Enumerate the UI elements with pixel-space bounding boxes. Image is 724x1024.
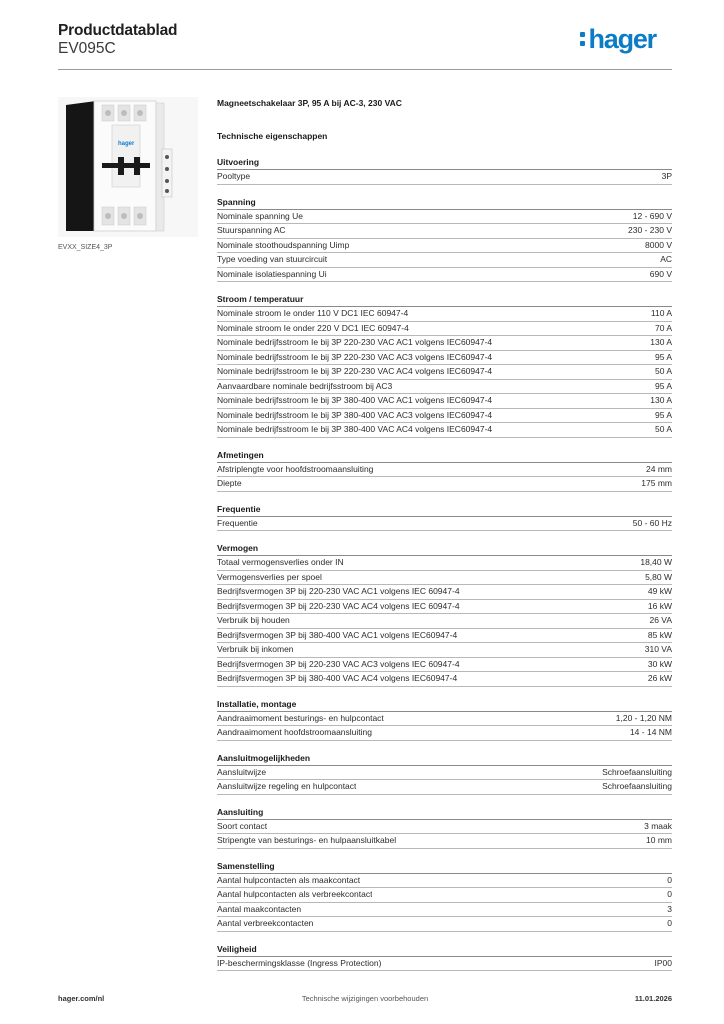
spec-section	[217, 293, 672, 438]
spec-value: 1,20 - 1,20 NM	[615, 712, 672, 723]
spec-label: Bedrijfsvermogen 3P bij 220-230 VAC AC3 volgens IEC 60947-4	[217, 658, 460, 669]
spec-label: Nominale bedrijfsstroom Ie bij 3P 380-400 VAC AC3 volgens IEC60947-4	[217, 409, 493, 420]
spec-value: 0	[667, 874, 672, 885]
spec-value: 26 VA	[649, 615, 672, 625]
spec-value: 12 - 690 V	[632, 210, 672, 221]
spec-row	[217, 170, 672, 185]
spec-value: 95 A	[654, 351, 672, 362]
spec-row	[217, 322, 672, 337]
spec-value: 18,40 W	[640, 557, 672, 567]
spec-row	[217, 712, 672, 727]
footer-disclaimer: Technische wijzigingen voorbehouden	[301, 994, 429, 1003]
section-title: Vermogen	[217, 542, 672, 556]
spec-value: IP00	[654, 957, 672, 968]
spec-row	[217, 351, 672, 366]
spec-row	[217, 834, 672, 849]
spec-label: Pooltype	[217, 171, 251, 181]
spec-label: Aantal maakcontacten	[217, 903, 302, 914]
spec-value: 5,80 W	[645, 571, 672, 582]
spec-label: Verbruik bij houden	[217, 615, 290, 625]
spec-label: Nominale isolatiespanning Ui	[217, 268, 327, 279]
spec-value: 50 A	[654, 424, 672, 434]
page-footer	[58, 994, 672, 1008]
spec-row	[217, 820, 672, 835]
page-header	[58, 22, 672, 70]
spec-value: 70 A	[654, 322, 672, 333]
spec-value: Schroefaansluiting	[602, 766, 672, 777]
product-image	[58, 97, 198, 237]
spec-row	[217, 307, 672, 322]
spec-label: Bedrijfsvermogen 3P bij 220-230 VAC AC4 volgens IEC 60947-4	[217, 600, 460, 611]
spec-label: Stripengte van besturings- en hulpaansluitkabel	[217, 835, 397, 845]
spec-row	[217, 614, 672, 629]
spec-value: AC	[660, 254, 672, 264]
spec-section	[217, 943, 672, 972]
spec-section	[217, 449, 672, 492]
spec-label: Aantal hulpcontacten als maakcontact	[217, 874, 361, 885]
spec-row	[217, 917, 672, 932]
svg-text:hager: hager	[118, 141, 135, 147]
spec-row	[217, 888, 672, 903]
spec-value: 85 kW	[647, 629, 672, 640]
spec-section	[217, 156, 672, 185]
spec-label: Nominale stroom Ie onder 110 V DC1 IEC 60947-4	[217, 308, 409, 318]
spec-value: 24 mm	[646, 463, 672, 474]
technical-specifications	[217, 97, 672, 971]
spec-value: 3 maak	[644, 820, 672, 831]
spec-label: Aansluitwijze regeling en hulpcontact	[217, 781, 357, 791]
spec-label: Nominale stroom Ie onder 220 V DC1 IEC 60947-4	[217, 322, 409, 333]
spec-value: 0	[667, 889, 672, 899]
spec-row	[217, 571, 672, 586]
spec-row	[217, 477, 672, 492]
spec-section	[217, 752, 672, 795]
spec-label: Aandraaimoment hoofdstroomaansluiting	[217, 727, 372, 737]
spec-row	[217, 672, 672, 687]
section-title: Afmetingen	[217, 449, 672, 463]
product-code: EV095C	[58, 40, 116, 57]
spec-value: 110 A	[650, 308, 672, 318]
spec-sections	[217, 156, 672, 971]
spec-value: 8000 V	[645, 239, 672, 250]
spec-row	[217, 780, 672, 795]
spec-value: 310 VA	[644, 644, 672, 654]
spec-row	[217, 903, 672, 918]
spec-row	[217, 658, 672, 673]
section-title: Installatie, montage	[217, 698, 672, 712]
footer-website-link[interactable]: hager.com/nl	[58, 994, 105, 1003]
spec-label: Bedrijfsvermogen 3P bij 380-400 VAC AC1 volgens IEC60947-4	[217, 629, 458, 640]
spec-value: 230 - 230 V	[628, 225, 672, 235]
spec-row	[217, 394, 672, 409]
spec-label: Nominale bedrijfsstroom Ie bij 3P 380-400 VAC AC1 volgens IEC60947-4	[217, 395, 493, 405]
spec-row	[217, 239, 672, 254]
spec-row	[217, 463, 672, 478]
spec-value: 3	[667, 903, 672, 914]
section-title: Frequentie	[217, 503, 672, 517]
section-title: Uitvoering	[217, 156, 672, 170]
spec-label: Verbruik bij inkomen	[217, 644, 294, 654]
product-description: Magneetschakelaar 3P, 95 A bij AC-3, 230 VAC	[217, 98, 402, 108]
spec-row	[217, 556, 672, 571]
spec-value: 10 mm	[646, 835, 672, 845]
spec-row	[217, 600, 672, 615]
section-title: Stroom / temperatuur	[217, 293, 672, 307]
spec-section	[217, 503, 672, 532]
spec-label: Aandraaimoment besturings- en hulpcontact	[217, 712, 384, 723]
spec-value: 16 kW	[647, 600, 672, 611]
section-title: Samenstelling	[217, 860, 672, 874]
image-caption: EVXX_SIZE4_3P	[58, 244, 113, 251]
spec-label: Nominale spanning Ue	[217, 210, 303, 221]
spec-row	[217, 585, 672, 600]
spec-row	[217, 726, 672, 741]
spec-section	[217, 542, 672, 687]
section-title: Aansluiting	[217, 806, 672, 820]
spec-row	[217, 957, 672, 972]
spec-label: Diepte	[217, 478, 242, 488]
spec-row	[217, 409, 672, 424]
spec-label: Nominale stoothoudspanning Uimp	[217, 239, 350, 250]
spec-value: 26 kW	[647, 673, 672, 683]
spec-label: Nominale bedrijfsstroom Ie bij 3P 220-230 VAC AC3 volgens IEC60947-4	[217, 351, 493, 362]
spec-value: Schroefaansluiting	[602, 781, 672, 791]
spec-label: Aanvaardbare nominale bedrijfsstroom bij AC3	[217, 380, 393, 391]
spec-value: 50 - 60 Hz	[632, 517, 672, 528]
spec-row	[217, 766, 672, 781]
spec-label: Nominale bedrijfsstroom Ie bij 3P 220-230 VAC AC1 volgens IEC60947-4	[217, 337, 493, 347]
spec-row	[217, 629, 672, 644]
document-title: Productdatablad	[58, 22, 178, 39]
spec-value: 95 A	[654, 409, 672, 420]
hager-logo	[580, 26, 656, 52]
spec-label: Aantal verbreekcontacten	[217, 918, 314, 928]
spec-value: 14 - 14 NM	[629, 727, 672, 737]
section-title: Aansluitmogelijkheden	[217, 752, 672, 766]
spec-value: 95 A	[654, 380, 672, 391]
spec-label: Type voeding van stuurcircuit	[217, 254, 328, 264]
spec-label: Nominale bedrijfsstroom Ie bij 3P 380-400 VAC AC4 volgens IEC60947-4	[217, 424, 493, 434]
spec-value: 130 A	[650, 395, 672, 405]
spec-row	[217, 643, 672, 658]
technical-heading: Technische eigenschappen	[217, 131, 328, 141]
spec-row	[217, 336, 672, 351]
section-title: Spanning	[217, 196, 672, 210]
spec-value: 690 V	[649, 268, 672, 279]
footer-date: 11.01.2026	[634, 994, 672, 1003]
spec-label: Vermogensverlies per spoel	[217, 571, 322, 582]
logo-text: hager	[588, 24, 656, 54]
spec-row	[217, 380, 672, 395]
spec-label: Soort contact	[217, 820, 268, 831]
spec-label: Bedrijfsvermogen 3P bij 220-230 VAC AC1 volgens IEC 60947-4	[217, 586, 460, 596]
spec-value: 30 kW	[647, 658, 672, 669]
contactor-illustration	[58, 97, 198, 237]
spec-label: Bedrijfsvermogen 3P bij 380-400 VAC AC4 volgens IEC60947-4	[217, 673, 458, 683]
spec-label: Aansluitwijze	[217, 766, 267, 777]
spec-label: Nominale bedrijfsstroom Ie bij 3P 220-230 VAC AC4 volgens IEC60947-4	[217, 366, 493, 376]
spec-section	[217, 698, 672, 741]
spec-row	[217, 268, 672, 283]
spec-row	[217, 423, 672, 438]
spec-row	[217, 517, 672, 532]
spec-label: IP-beschermingsklasse (Ingress Protection)	[217, 957, 382, 968]
spec-row	[217, 365, 672, 380]
spec-row	[217, 224, 672, 239]
logo-dots-icon	[580, 32, 585, 46]
spec-section	[217, 860, 672, 932]
spec-value: 49 kW	[647, 586, 672, 596]
spec-section	[217, 806, 672, 849]
section-title: Veiligheid	[217, 943, 672, 957]
spec-label: Aantal hulpcontacten als verbreekcontact	[217, 889, 373, 899]
spec-row	[217, 210, 672, 225]
spec-section	[217, 196, 672, 283]
spec-label: Stuurspanning AC	[217, 225, 286, 235]
spec-value: 50 A	[654, 366, 672, 376]
spec-value: 0	[667, 918, 672, 928]
spec-label: Totaal vermogensverlies onder IN	[217, 557, 344, 567]
spec-label: Frequentie	[217, 517, 258, 528]
spec-value: 130 A	[650, 337, 672, 347]
spec-value: 3P	[661, 171, 672, 181]
spec-label: Afstriplengte voor hoofdstroomaansluiting	[217, 463, 374, 474]
spec-value: 175 mm	[641, 478, 672, 488]
spec-row	[217, 874, 672, 889]
spec-row	[217, 253, 672, 268]
